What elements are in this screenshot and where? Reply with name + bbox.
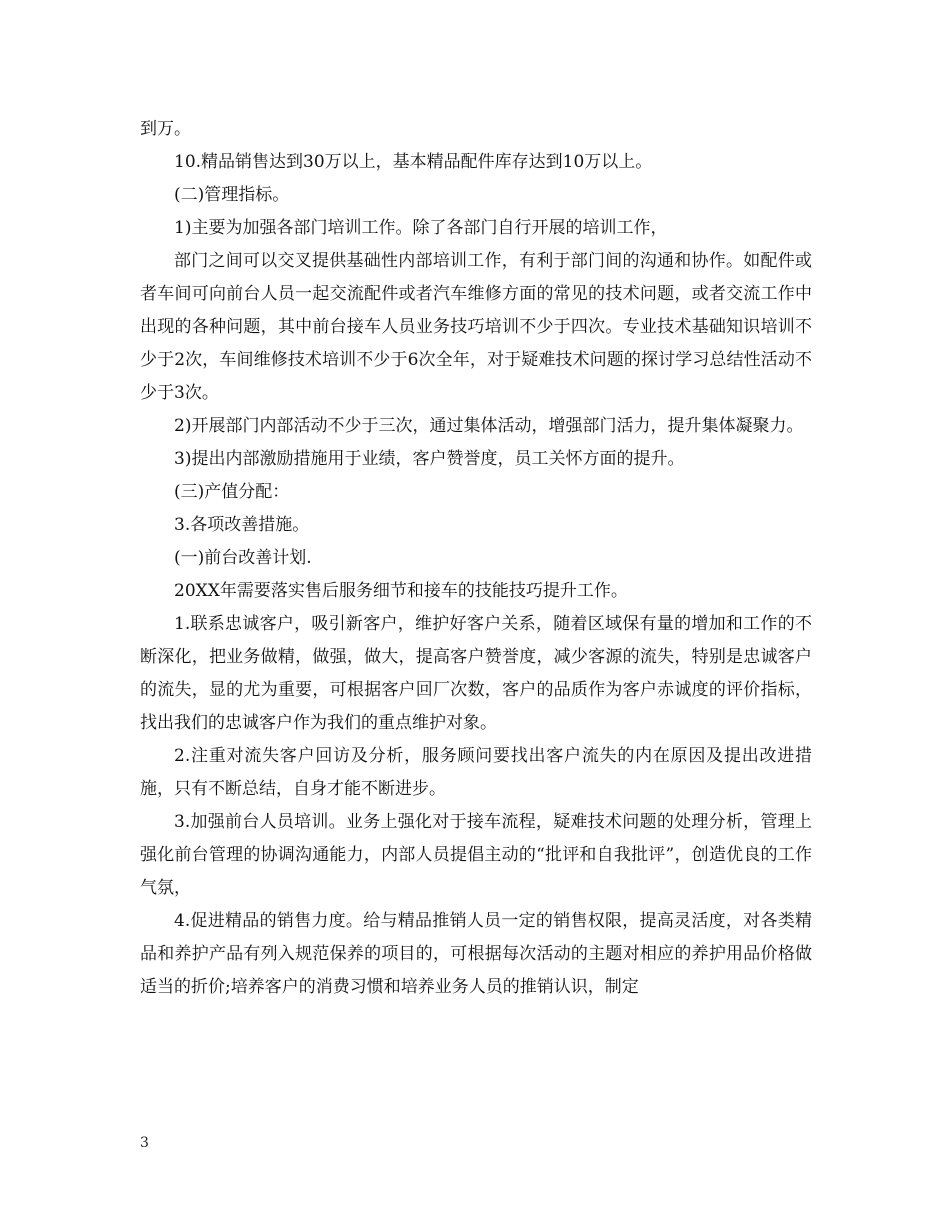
paragraph-6: 2)开展部门内部活动不少于三次，通过集体活动，增强部门活力，提升集体凝聚力。: [174, 416, 804, 436]
paragraph-15: 4.促进精品的销售力度。给与精品推销人员一定的销售权限，提高灵活度，对各类精品和养护产品有列入规范保养的项目的，可根据每次活动的主题对相应的养护用品价格做适当的折价;培养客户的消费习惯和培养业务人员的推销认识，制定: [140, 911, 812, 997]
paragraph-12: 1.联系忠诚客户，吸引新客户，维护好客户关系，随着区域保有量的增加和工作的不断深化，把业务做精，做强，做大，提高客户赞誉度，减少客源的流失，特别是忠诚客户的流失，显的尤为重要，可根据客户回厂次数，客户的品质作为客户赤诚度的评价指标，找出我们的忠诚客户作为我们的重点维护对象。: [140, 614, 812, 733]
paragraph-8: (三)产值分配：: [174, 482, 290, 502]
paragraph-3: (二)管理指标。: [174, 185, 290, 205]
paragraph-14: 3.加强前台人员培训。业务上强化对于接车流程，疑难技术问题的处理分析，管理上强化前台管理的协调沟通能力，内部人员提倡主动的“批评和自我批评”，创造优良的工作气氛，: [140, 812, 812, 898]
document-body: [140, 113, 812, 1004]
paragraph-5: 部门之间可以交叉提供基础性内部培训工作，有利于部门间的沟通和协作。如配件或者车间可向前台人员一起交流配件或者汽车维修方面的常见的技术问题，或者交流工作中出现的各种问题，其中前台接车人员业务技巧培训不少于四次。专业技术基础知识培训不少于2次，车间维修技术培训不少于6次全年，对于疑难技术问题的探讨学习总结性活动不少于3次。: [140, 251, 812, 403]
paragraph-7: 3)提出内部激励措施用于业绩，客户赞誉度，员工关怀方面的提升。: [174, 449, 685, 469]
paragraph-1: 到万。: [140, 119, 191, 139]
paragraph-4: 1)主要为加强各部门培训工作。除了各部门自行开展的培训工作，: [174, 218, 668, 238]
paragraph-2: 10.精品销售达到30万以上，基本精品配件库存达到10万以上。: [174, 152, 653, 172]
paragraph-11: 20XX年需要落实售后服务细节和接车的技能技巧提升工作。: [174, 581, 628, 601]
page-number: 3: [140, 1135, 149, 1151]
paragraph-13: 2.注重对流失客户回访及分析，服务顾问要找出客户流失的内在原因及提出改进措施，只有不断总结，自身才能不断进步。: [140, 746, 812, 799]
paragraph-9: 3.各项改善措施。: [174, 515, 310, 535]
paragraph-10: (一)前台改善计划.: [174, 548, 312, 568]
